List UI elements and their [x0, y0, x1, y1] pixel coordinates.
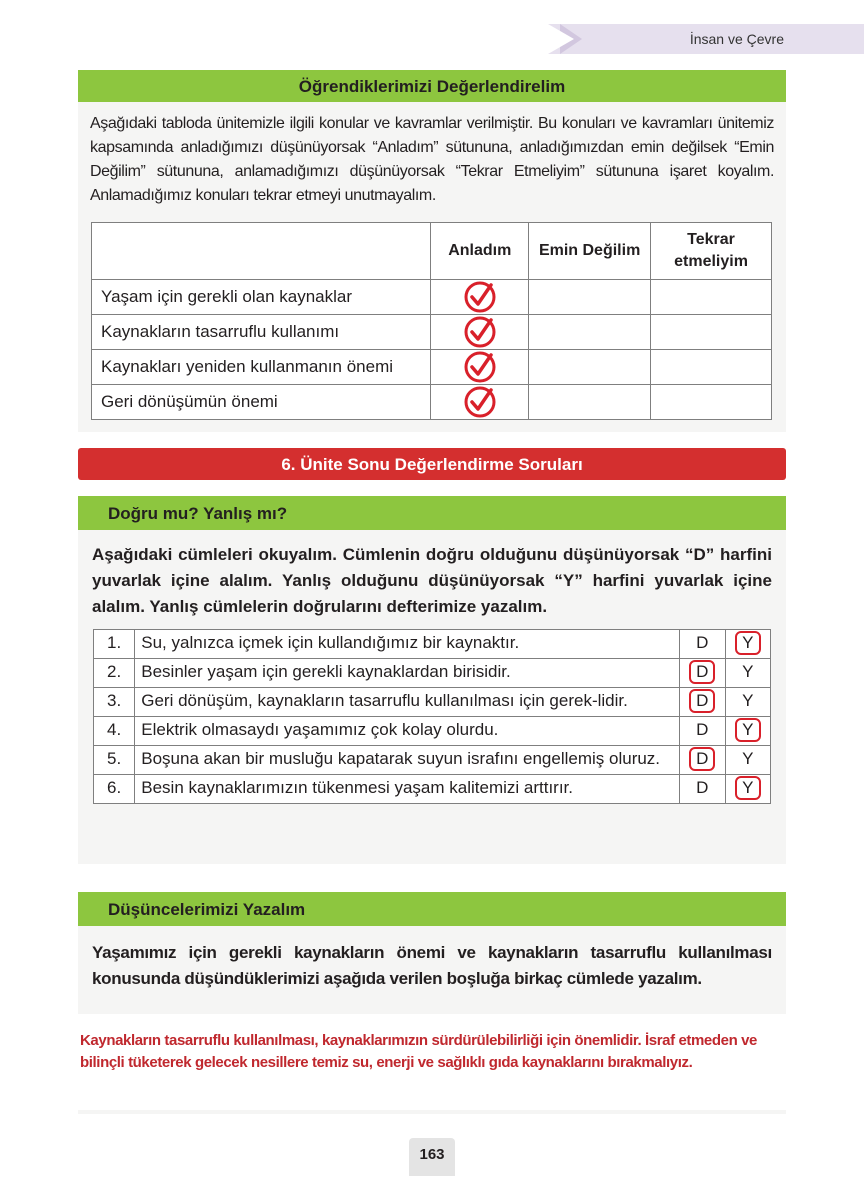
option-y-cell[interactable]	[725, 630, 771, 659]
option-d-cell[interactable]	[680, 746, 725, 775]
understood-cell[interactable]	[431, 385, 529, 420]
evaluation-header-row	[92, 223, 772, 280]
item-statement: Boşuna akan bir musluğu kapatarak suyun israfını engellemiş oluruz.	[135, 746, 680, 775]
not-sure-cell[interactable]	[529, 280, 651, 315]
topic-cell: Yaşam için gerekli olan kaynaklar	[92, 280, 431, 315]
item-number: 2.	[94, 659, 135, 688]
item-number: 1.	[94, 630, 135, 659]
table-row	[94, 746, 771, 775]
option-d-circled[interactable]: D	[689, 660, 715, 684]
item-number: 4.	[94, 717, 135, 746]
option-y[interactable]: Y	[742, 749, 754, 768]
option-d-circled[interactable]: D	[689, 689, 715, 713]
item-statement: Besin kaynaklarımızın tükenmesi yaşam kalitemizi arttırır.	[135, 775, 680, 804]
table-row	[92, 280, 772, 315]
option-y-circled[interactable]: Y	[735, 718, 761, 742]
option-y-cell[interactable]	[725, 659, 771, 688]
understood-cell[interactable]	[431, 315, 529, 350]
repeat-cell[interactable]	[651, 385, 772, 420]
evaluation-intro: Aşağıdaki tabloda ünitemizle ilgili konular ve kavramlar verilmiştir. Bu konuları ve kavramları ünitemiz kapsamında anladığımızı düşünüyorsak “Anladım” sütununa, anladığımızdan emin değilsek “Emin Değilim” sütununa, anlamadığımızı düşünüyorsak “Tekrar Etmeliyim” sütununa işaret koyalım. Anlamadığımız konuları tekrar etmeyi unutmayalım.	[90, 115, 774, 204]
col-understood: Anladım	[431, 223, 529, 280]
option-y[interactable]: Y	[742, 662, 754, 681]
option-d-cell[interactable]	[680, 717, 725, 746]
option-y-cell[interactable]	[725, 688, 771, 717]
option-y-cell[interactable]	[725, 775, 771, 804]
item-statement: Elektrik olmasaydı yaşamımız çok kolay olurdu.	[135, 717, 680, 746]
repeat-cell[interactable]	[651, 280, 772, 315]
check-mark-icon	[463, 281, 497, 313]
not-sure-cell[interactable]	[529, 385, 651, 420]
unit-banner: 6. Ünite Sonu Değerlendirme Soruları	[78, 448, 786, 480]
topic-cell: Geri dönüşümün önemi	[92, 385, 431, 420]
option-d-cell[interactable]	[680, 688, 725, 717]
evaluation-table	[91, 222, 772, 420]
item-statement: Geri dönüşüm, kaynakların tasarruflu kullanılması için gerek-lidir.	[135, 688, 680, 717]
option-y-circled[interactable]: Y	[735, 776, 761, 800]
check-mark-icon	[463, 316, 497, 348]
understood-cell[interactable]	[431, 280, 529, 315]
option-d-cell[interactable]	[680, 775, 725, 804]
option-d[interactable]: D	[696, 720, 709, 739]
true-false-title: Doğru mu? Yanlış mı?	[78, 496, 786, 530]
col-repeat-label: Tekrar etmeliyim	[674, 231, 748, 270]
table-row	[92, 315, 772, 350]
option-y-cell[interactable]	[725, 746, 771, 775]
true-false-instruction: Aşağıdaki cümleleri okuyalım. Cümlenin doğru olduğunu düşünüyorsak “D” harfini yuvarlak içine alalım. Yanlış olduğunu düşünüyorsak “Y” harfini yuvarlak içine alalım. Yanlış cümlelerin doğrularını defterimize yazalım.	[92, 545, 772, 616]
check-mark-icon	[463, 351, 497, 383]
table-row	[94, 659, 771, 688]
not-sure-cell[interactable]	[529, 315, 651, 350]
option-y-cell[interactable]	[725, 717, 771, 746]
item-number: 6.	[94, 775, 135, 804]
evaluation-title: Öğrendiklerimizi Değerlendirelim	[78, 70, 786, 102]
chapter-title: İnsan ve Çevre	[689, 31, 784, 47]
header-arrow-notch	[548, 24, 574, 54]
col-not-sure: Emin Değilim	[529, 223, 651, 280]
table-row	[94, 688, 771, 717]
thoughts-prompt: Yaşamımız için gerekli kaynakların önemi ve kaynakların tasarruflu kullanılması konusunda düşündüklerimizi aşağıda verilen boşluğa birkaç cümlede yazalım.	[92, 943, 772, 988]
table-row	[92, 350, 772, 385]
item-statement: Besinler yaşam için gerekli kaynaklardan birisidir.	[135, 659, 680, 688]
understood-cell[interactable]	[431, 350, 529, 385]
empty-header	[92, 223, 431, 280]
thoughts-title: Düşüncelerimizi Yazalım	[78, 892, 786, 926]
option-d-cell[interactable]	[680, 630, 725, 659]
repeat-cell[interactable]	[651, 350, 772, 385]
table-row	[94, 775, 771, 804]
written-answer: Kaynakların tasarruflu kullanılması, kaynaklarımızın sürdürülebilirliği için önemlidir. İsraf etmeden ve bilinçli tüketerek gelecek nesillere temiz su, enerji ve sağlıklı gıda kaynaklarını bırakmalıyız.	[80, 1032, 757, 1071]
table-row	[92, 385, 772, 420]
table-row	[94, 717, 771, 746]
option-y[interactable]: Y	[742, 691, 754, 710]
item-number: 5.	[94, 746, 135, 775]
topic-cell: Kaynakların tasarruflu kullanımı	[92, 315, 431, 350]
option-d-cell[interactable]	[680, 659, 725, 688]
repeat-cell[interactable]	[651, 315, 772, 350]
not-sure-cell[interactable]	[529, 350, 651, 385]
table-row	[94, 630, 771, 659]
check-mark-icon	[463, 386, 497, 418]
item-statement: Su, yalnızca içmek için kullandığımız bir kaynaktır.	[135, 630, 680, 659]
topic-cell: Kaynakları yeniden kullanmanın önemi	[92, 350, 431, 385]
page-number: 163	[419, 1146, 445, 1163]
option-d-circled[interactable]: D	[689, 747, 715, 771]
item-number: 3.	[94, 688, 135, 717]
option-d[interactable]: D	[696, 778, 709, 797]
option-d[interactable]: D	[696, 633, 709, 652]
option-y-circled[interactable]: Y	[735, 631, 761, 655]
col-repeat	[651, 223, 772, 280]
true-false-table	[93, 629, 771, 804]
